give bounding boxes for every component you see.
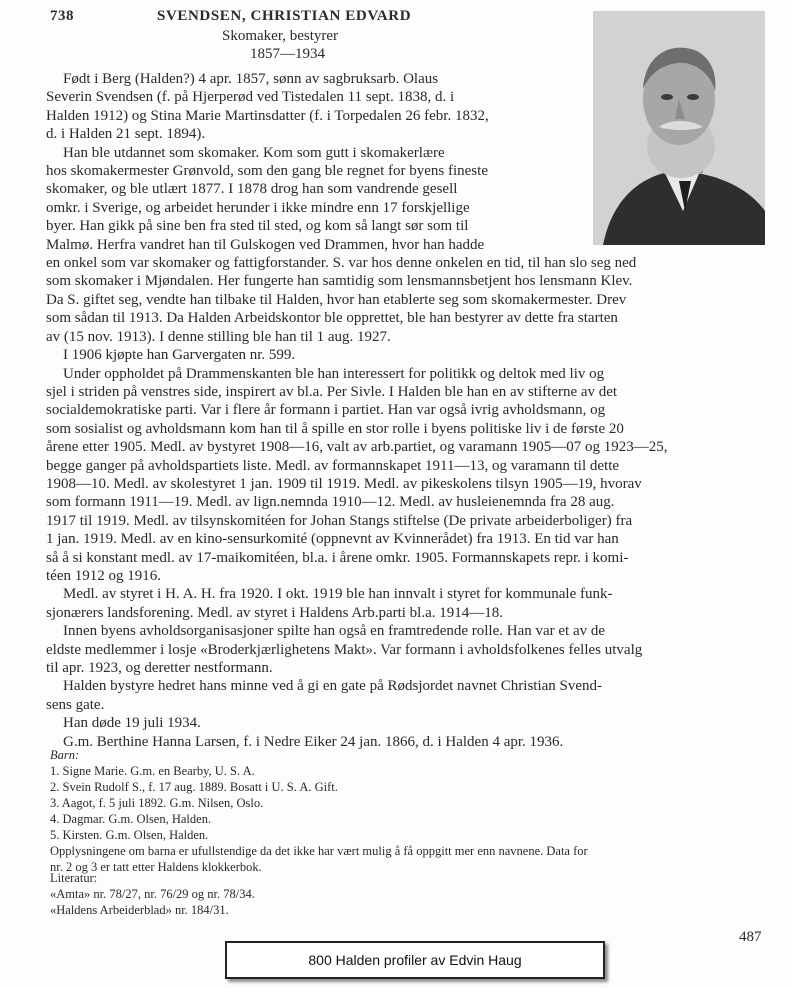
text-line: Halden bystyre hedret hans minne ved å gi en gate på Rødsjordet navnet Christian Svend- <box>63 678 603 695</box>
text-line: socialdemokratiske parti. Var i flere år formann i partiet. Han var også ivrig avholdsmann, og <box>46 402 606 419</box>
text-line: 1908—10. Medl. av skolestyret 1 jan. 1909 til 1919. Medl. av pikeskolens tilsyn 1905—19, hvorav <box>46 475 642 492</box>
text-line: sjonærers landsforening. Medl. av styret i Haldens Arb.parti bl.a. 1914—18. <box>46 604 504 621</box>
text-line: Severin Svendsen (f. på Hjerperød ved Tistedalen 11 sept. 1838, d. i <box>46 89 455 106</box>
children-section <box>50 747 770 875</box>
text-line: hos skomakermester Grønvold, som den gang ble regnet for byens fineste <box>46 163 488 180</box>
child-item: 5. Kirsten. G.m. Olsen, Halden. <box>50 828 209 842</box>
text-line: som formann 1911—19. Medl. av lign.nemnda 1910—12. Medl. av husleienemnda fra 28 aug. <box>46 494 615 511</box>
text-line: sjel i striden på venstres side, inspirert av bl.a. Per Sivle. I Halden ble han en av stifterne av det <box>46 383 618 400</box>
children-note: Opplysningene om barna er ufullstendige da det ikke har vært mulig å få oppgitt mer enn navnene. Data for <box>50 844 588 858</box>
text-line: skomaker, og ble utlært 1877. I 1878 drog han som vandrende gesell <box>46 181 458 198</box>
text-line: Han døde 19 juli 1934. <box>63 715 201 732</box>
text-line: sens gate. <box>46 696 105 713</box>
text-line: Halden 1912) og Stina Marie Martinsdatter (f. i Torpedalen 26 febr. 1832, <box>46 107 489 124</box>
entry-name: SVENDSEN, CHRISTIAN EDVARD <box>157 8 412 24</box>
text-line: Han ble utdannet som skomaker. Kom som gutt i skomakerlære <box>63 144 445 161</box>
source-caption: 800 Halden profiler av Edvin Haug <box>225 941 605 979</box>
literature-item: «Haldens Arbeiderblad» nr. 184/31. <box>50 903 229 917</box>
child-item: 3. Aagot, f. 5 juli 1892. G.m. Nilsen, Oslo. <box>50 796 264 810</box>
text-line: Innen byens avholdsorganisasjoner spilte han også en framtredende rolle. Han var et av de <box>63 623 606 640</box>
text-line: Da S. giftet seg, vendte han tilbake til Halden, hvor han etablerte seg som skomakermester. Drev <box>46 291 627 308</box>
page-number-top: 738 <box>50 8 74 24</box>
literature-section <box>50 870 770 918</box>
literature-item: «Amta» nr. 78/27, nr. 76/29 og nr. 78/34. <box>50 887 255 901</box>
text-line: til apr. 1923, og deretter nestformann. <box>46 660 273 676</box>
entry-occupation: Skomaker, bestyrer <box>222 28 339 44</box>
children-note: nr. 2 og 3 er tatt etter Haldens klokkerbok. <box>50 860 262 874</box>
text-line: som sosialist og avholdsmann kom han til å spille en stor rolle i byens politiske liv i de første 20 <box>46 420 624 437</box>
text-line: I 1906 kjøpte han Garvergaten nr. 599. <box>63 347 296 364</box>
text-line: 1917 til 1919. Medl. av tilsynskomitéen for Johan Stangs stiftelse (De private arbeiderboliger) fra <box>46 512 633 529</box>
text-line: årene etter 1905. Medl. av bystyret 1908—16, valt av arb.partiet, og varamann 1905—07 og 1923—25, <box>46 439 668 456</box>
text-line: så å si konstant medl. av 17-maikomitéen, bl.a. i årene omkr. 1905. Formannskapets repr. i komi- <box>46 549 629 566</box>
text-line: Medl. av styret i H. A. H. fra 1920. I okt. 1919 ble han innvalt i styret for kommunale funk- <box>63 586 613 603</box>
literature-label: Literatur: <box>50 871 98 885</box>
biography-text <box>46 70 766 751</box>
text-line: av (15 nov. 1913). I denne stilling ble han til 1 aug. 1927. <box>46 328 391 345</box>
text-line: byer. Han gikk på sine ben fra sted til sted, og kom så langt sør som til <box>46 218 469 235</box>
text-line: 1 jan. 1919. Medl. av en kino-sensurkomité (oppnevnt av Kvinnerådet) fra 1913. En tid var han <box>46 531 619 548</box>
text-line: Malmø. Herfra vandret han til Gulskogen ved Drammen, hvor han hadde <box>46 236 485 253</box>
page-number-bottom: 487 <box>739 929 762 945</box>
child-item: 4. Dagmar. G.m. Olsen, Halden. <box>50 812 212 826</box>
text-line: téen 1912 og 1916. <box>46 567 161 584</box>
text-line: G.m. Berthine Hanna Larsen, f. i Nedre Eiker 24 jan. 1866, d. i Halden 4 apr. 1936. <box>63 733 564 750</box>
children-label: Barn: <box>50 748 80 762</box>
text-line: omkr. i Sverige, og arbeidet herunder i ikke mindre enn 17 forskjellige <box>46 199 470 216</box>
text-line: som skomaker i Mjøndalen. Her fungerte han samtidig som lensmannsbetjent hos lensmann Klev. <box>46 273 633 290</box>
child-item: 2. Svein Rudolf S., f. 17 aug. 1889. Bosatt i U. S. A. Gift. <box>50 780 338 794</box>
text-line: eldste medlemmer i losje «Broderkjærlighetens Makt». Var formann i avholdsfolkenes felles utvalg <box>46 641 643 658</box>
child-item: 1. Signe Marie. G.m. en Bearby, U. S. A. <box>50 764 255 778</box>
text-line: som sådan til 1913. Da Halden Arbeidskontor ble opprettet, ble han bestyrer av dette fra starten <box>46 310 618 327</box>
text-line: Under oppholdet på Drammenskanten ble han interessert for politikk og deltok med liv og <box>63 365 605 382</box>
text-line: Født i Berg (Halden?) 4 apr. 1857, sønn av sagbruksarb. Olaus <box>63 71 439 87</box>
entry-years: 1857—1934 <box>250 46 325 62</box>
text-line: begge ganger på avholdspartiets liste. Medl. av formannskapet 1911—13, og varamann til dette <box>46 457 620 474</box>
text-line: en onkel som var skomaker og fattigforstander. S. var hos denne onkelen en tid, til han slo seg ned <box>46 255 637 272</box>
text-line: d. i Halden 21 sept. 1894). <box>46 126 206 143</box>
